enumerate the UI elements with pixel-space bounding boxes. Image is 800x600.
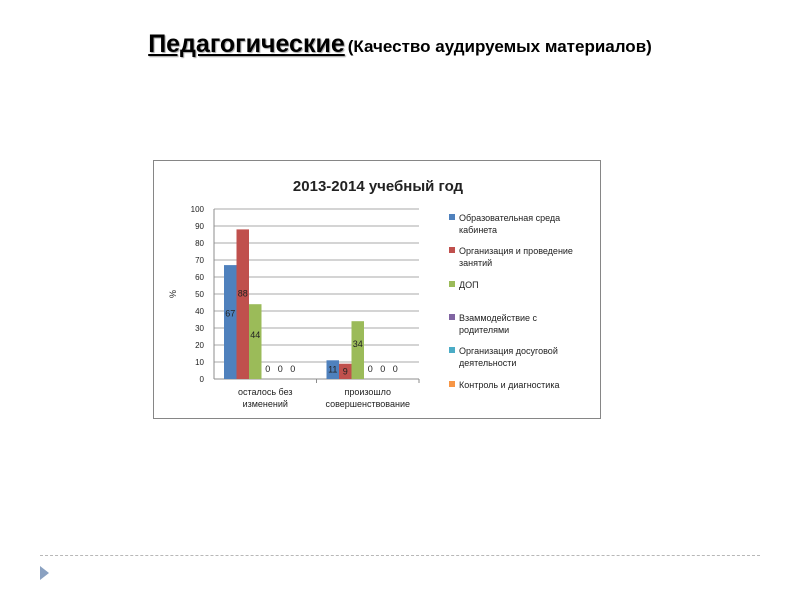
data-label: 44 (250, 329, 261, 340)
bar-chart (154, 161, 602, 420)
legend-swatch (449, 281, 455, 287)
slide-nav-arrow-icon[interactable] (40, 566, 49, 580)
data-label: 67 (225, 308, 236, 319)
y-tick-label: 10 (195, 358, 204, 367)
legend-entry: Организация досуговой (459, 346, 558, 356)
x-tick-label: произошло (344, 387, 392, 397)
y-tick-label: 50 (195, 290, 204, 299)
legend-entry: Организация и проведение (459, 246, 573, 256)
legend-entry: кабинета (459, 225, 498, 235)
data-label: 88 (237, 288, 248, 299)
legend-swatch (449, 347, 455, 353)
data-label: 34 (352, 339, 363, 350)
y-tick-label: 0 (199, 375, 204, 384)
y-tick-label: 100 (190, 205, 204, 214)
y-tick-label: 80 (195, 239, 204, 248)
x-tick-label: осталось без (237, 387, 293, 397)
legend-swatch (449, 247, 455, 253)
y-tick-label: 70 (195, 256, 204, 265)
slide-title-subtitle: (Качество аудируемых материалов) (347, 37, 652, 56)
data-label: 0 (380, 364, 386, 374)
legend-swatch (449, 214, 455, 220)
y-tick-label: 60 (195, 273, 204, 282)
data-label: 9 (342, 366, 348, 377)
bar (224, 265, 237, 379)
legend-swatch (449, 381, 455, 387)
footer-divider (40, 555, 760, 556)
chart-frame (153, 160, 601, 419)
bar (237, 229, 250, 379)
legend-entry: ДОП (459, 280, 479, 290)
bar (352, 321, 365, 379)
slide-title-main: Педагогические (148, 30, 345, 58)
bar (249, 304, 262, 379)
y-tick-label: 30 (195, 324, 204, 333)
data-label: 0 (290, 364, 296, 374)
y-tick-label: 20 (195, 341, 204, 350)
legend-entry: Образовательная среда (459, 213, 561, 223)
chart-title: 2013-2014 учебный год (292, 178, 464, 195)
legend-entry: Взаммодействие с (459, 313, 538, 323)
data-label: 0 (277, 364, 283, 374)
legend-entry: занятий (459, 258, 493, 268)
legend-entry: Контроль и диагностика (459, 380, 560, 390)
data-label: 0 (392, 364, 398, 374)
legend-swatch (449, 314, 455, 320)
x-tick-label: изменений (242, 399, 288, 409)
slide-title (0, 30, 800, 59)
legend-entry: родителями (459, 325, 510, 335)
y-tick-label: 40 (195, 307, 204, 316)
data-label: 11 (328, 364, 338, 375)
y-axis-label: % (168, 289, 178, 299)
data-label: 0 (265, 364, 271, 374)
y-tick-label: 90 (195, 222, 204, 231)
data-label: 0 (367, 364, 373, 374)
legend-entry: деятельности (459, 358, 517, 368)
x-tick-label: совершенствование (325, 399, 410, 409)
